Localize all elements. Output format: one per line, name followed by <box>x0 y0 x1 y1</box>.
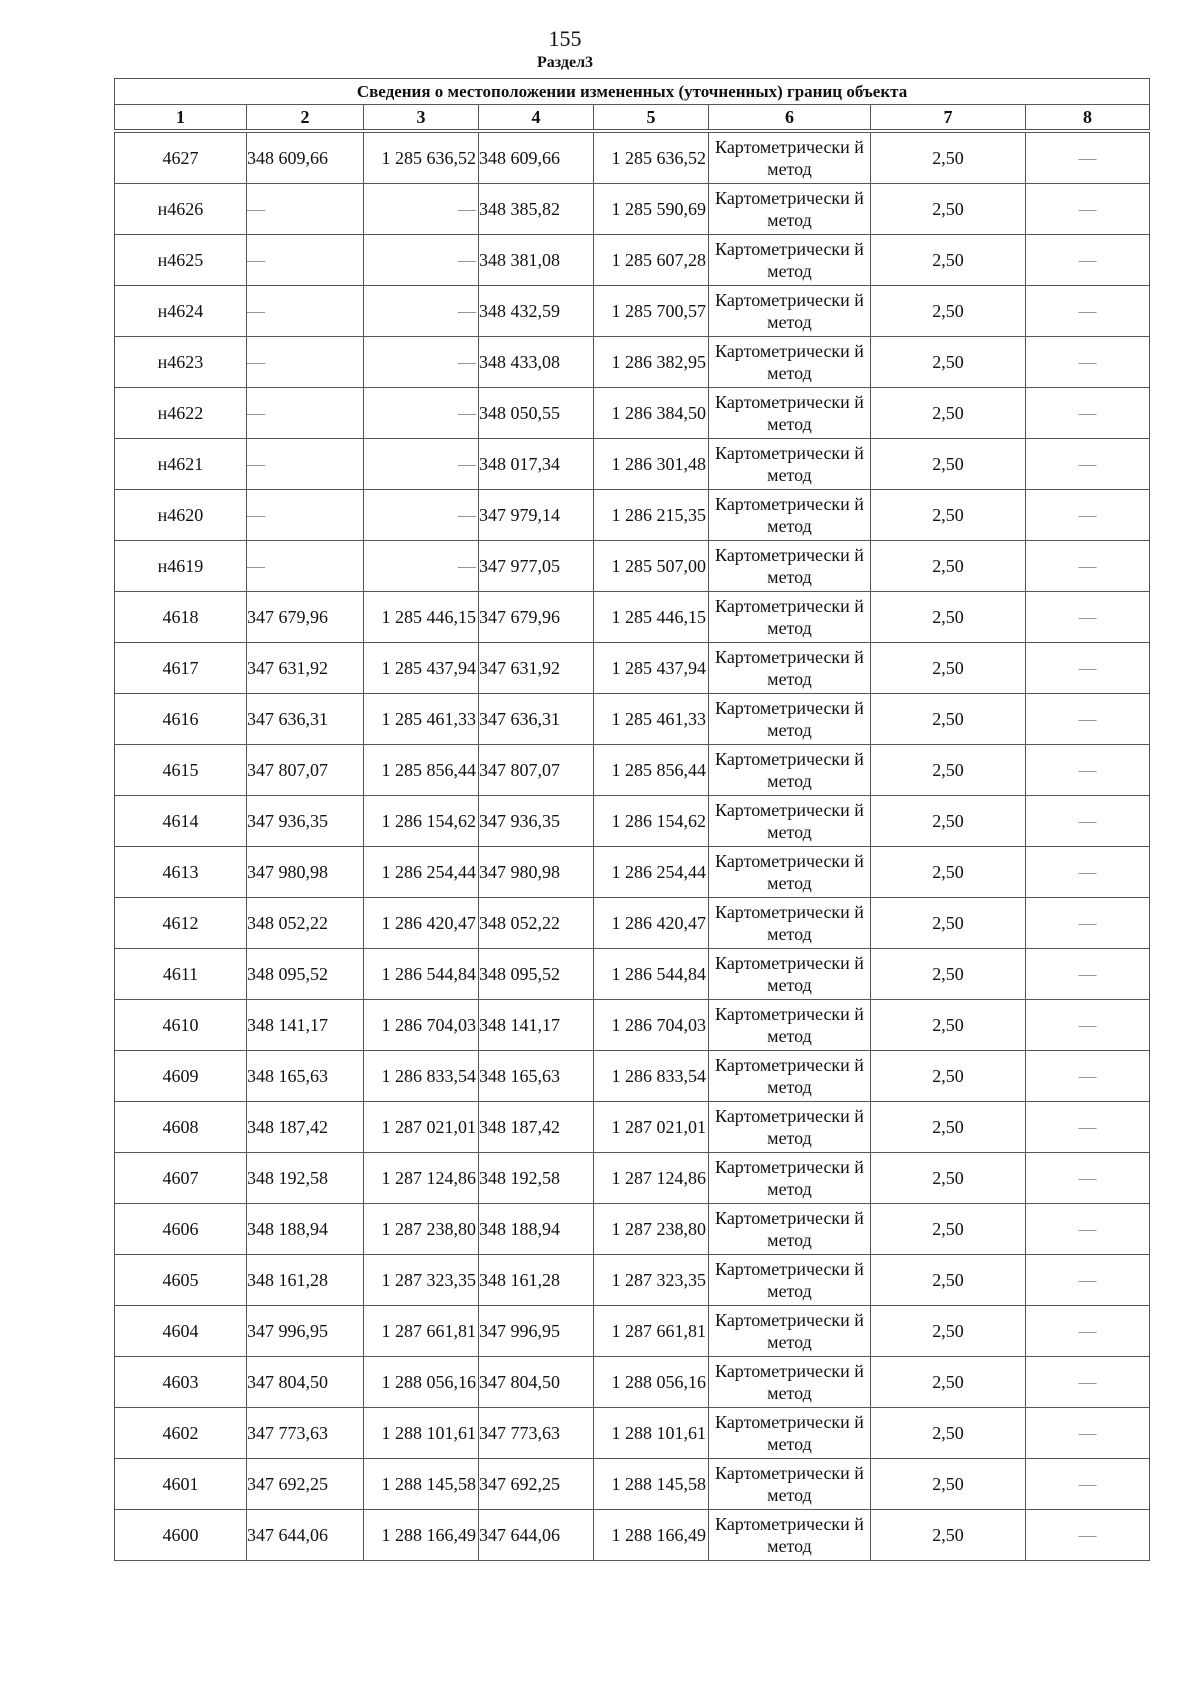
accuracy-cell: 2,50 <box>871 439 1026 490</box>
old-x-cell: 347 644,06 <box>247 1510 364 1561</box>
new-x-cell: 347 996,95 <box>479 1306 594 1357</box>
point-number-cell: н4624 <box>115 286 247 337</box>
column-number: 6 <box>709 105 871 130</box>
page-number: 155 <box>548 26 582 51</box>
old-x-cell: 347 692,25 <box>247 1459 364 1510</box>
note-cell: — <box>1026 1255 1150 1306</box>
note-cell: — <box>1026 694 1150 745</box>
new-x-cell: 348 433,08 <box>479 337 594 388</box>
old-x-cell: — <box>247 490 364 541</box>
note-cell: — <box>1026 235 1150 286</box>
point-number-cell: 4601 <box>115 1459 247 1510</box>
note-cell: — <box>1026 133 1150 184</box>
method-cell: Картометрически й метод <box>709 1306 871 1357</box>
table-row <box>115 235 1150 286</box>
method-cell: Картометрически й метод <box>709 643 871 694</box>
accuracy-cell: 2,50 <box>871 1255 1026 1306</box>
accuracy-cell: 2,50 <box>871 1000 1026 1051</box>
accuracy-cell: 2,50 <box>871 286 1026 337</box>
point-number-cell: н4625 <box>115 235 247 286</box>
note-cell: — <box>1026 388 1150 439</box>
new-y-cell: 1 288 056,16 <box>594 1357 709 1408</box>
point-number-cell: 4600 <box>115 1510 247 1561</box>
column-numbers-row <box>115 105 1150 130</box>
table-row <box>115 439 1150 490</box>
old-y-cell: 1 288 101,61 <box>364 1408 479 1459</box>
table-row <box>115 796 1150 847</box>
method-cell: Картометрически й метод <box>709 439 871 490</box>
accuracy-cell: 2,50 <box>871 949 1026 1000</box>
accuracy-cell: 2,50 <box>871 1357 1026 1408</box>
table-row <box>115 643 1150 694</box>
note-cell: — <box>1026 1204 1150 1255</box>
old-y-cell: 1 285 437,94 <box>364 643 479 694</box>
note-cell: — <box>1026 643 1150 694</box>
point-number-cell: 4604 <box>115 1306 247 1357</box>
point-number-cell: 4605 <box>115 1255 247 1306</box>
old-x-cell: — <box>247 439 364 490</box>
accuracy-cell: 2,50 <box>871 694 1026 745</box>
method-cell: Картометрически й метод <box>709 337 871 388</box>
accuracy-cell: 2,50 <box>871 184 1026 235</box>
old-x-cell: 348 192,58 <box>247 1153 364 1204</box>
old-y-cell: 1 285 636,52 <box>364 133 479 184</box>
old-y-cell: 1 287 021,01 <box>364 1102 479 1153</box>
point-number-cell: н4620 <box>115 490 247 541</box>
new-x-cell: 348 188,94 <box>479 1204 594 1255</box>
new-y-cell: 1 286 420,47 <box>594 898 709 949</box>
method-cell: Картометрически й метод <box>709 949 871 1000</box>
new-x-cell: 347 692,25 <box>479 1459 594 1510</box>
new-y-cell: 1 287 238,80 <box>594 1204 709 1255</box>
table-row <box>115 184 1150 235</box>
new-y-cell: 1 287 124,86 <box>594 1153 709 1204</box>
old-y-cell: — <box>364 235 479 286</box>
method-cell: Картометрически й метод <box>709 133 871 184</box>
old-x-cell: — <box>247 184 364 235</box>
table-row <box>115 1357 1150 1408</box>
method-cell: Картометрически й метод <box>709 286 871 337</box>
point-number-cell: 4608 <box>115 1102 247 1153</box>
table-row <box>115 1000 1150 1051</box>
new-x-cell: 348 161,28 <box>479 1255 594 1306</box>
table-row <box>115 949 1150 1000</box>
note-cell: — <box>1026 337 1150 388</box>
new-x-cell: 347 773,63 <box>479 1408 594 1459</box>
new-x-cell: 348 141,17 <box>479 1000 594 1051</box>
note-cell: — <box>1026 286 1150 337</box>
coordinates-table <box>114 78 1150 1561</box>
old-x-cell: 348 187,42 <box>247 1102 364 1153</box>
method-cell: Картометрически й метод <box>709 541 871 592</box>
column-number: 3 <box>364 105 479 130</box>
accuracy-cell: 2,50 <box>871 745 1026 796</box>
method-cell: Картометрически й метод <box>709 1000 871 1051</box>
method-cell: Картометрически й метод <box>709 1102 871 1153</box>
new-x-cell: 348 609,66 <box>479 133 594 184</box>
point-number-cell: 4603 <box>115 1357 247 1408</box>
old-x-cell: — <box>247 541 364 592</box>
old-y-cell: 1 286 833,54 <box>364 1051 479 1102</box>
old-y-cell: 1 288 166,49 <box>364 1510 479 1561</box>
new-y-cell: 1 285 636,52 <box>594 133 709 184</box>
accuracy-cell: 2,50 <box>871 1408 1026 1459</box>
accuracy-cell: 2,50 <box>871 1102 1026 1153</box>
old-y-cell: — <box>364 541 479 592</box>
old-x-cell: — <box>247 286 364 337</box>
point-number-cell: 4611 <box>115 949 247 1000</box>
old-y-cell: 1 287 661,81 <box>364 1306 479 1357</box>
new-y-cell: 1 285 700,57 <box>594 286 709 337</box>
note-cell: — <box>1026 1459 1150 1510</box>
note-cell: — <box>1026 439 1150 490</box>
new-x-cell: 348 095,52 <box>479 949 594 1000</box>
new-y-cell: 1 285 856,44 <box>594 745 709 796</box>
point-number-cell: 4607 <box>115 1153 247 1204</box>
new-x-cell: 347 807,07 <box>479 745 594 796</box>
old-x-cell: — <box>247 337 364 388</box>
old-y-cell: — <box>364 439 479 490</box>
new-y-cell: 1 288 145,58 <box>594 1459 709 1510</box>
old-y-cell: 1 286 420,47 <box>364 898 479 949</box>
old-y-cell: — <box>364 490 479 541</box>
note-cell: — <box>1026 1306 1150 1357</box>
table-body <box>115 133 1150 1561</box>
accuracy-cell: 2,50 <box>871 1459 1026 1510</box>
old-y-cell: 1 285 461,33 <box>364 694 479 745</box>
new-x-cell: 348 381,08 <box>479 235 594 286</box>
point-number-cell: 4618 <box>115 592 247 643</box>
new-x-cell: 348 052,22 <box>479 898 594 949</box>
old-x-cell: 347 996,95 <box>247 1306 364 1357</box>
new-x-cell: 347 636,31 <box>479 694 594 745</box>
point-number-cell: 4616 <box>115 694 247 745</box>
note-cell: — <box>1026 847 1150 898</box>
new-x-cell: 348 187,42 <box>479 1102 594 1153</box>
note-cell: — <box>1026 949 1150 1000</box>
accuracy-cell: 2,50 <box>871 898 1026 949</box>
method-cell: Картометрически й метод <box>709 1204 871 1255</box>
method-cell: Картометрически й метод <box>709 745 871 796</box>
point-number-cell: 4613 <box>115 847 247 898</box>
old-y-cell: 1 288 056,16 <box>364 1357 479 1408</box>
new-x-cell: 347 979,14 <box>479 490 594 541</box>
table-row <box>115 694 1150 745</box>
table-row <box>115 847 1150 898</box>
table-row <box>115 1510 1150 1561</box>
old-y-cell: — <box>364 184 479 235</box>
old-y-cell: 1 287 238,80 <box>364 1204 479 1255</box>
new-y-cell: 1 288 166,49 <box>594 1510 709 1561</box>
method-cell: Картометрически й метод <box>709 1153 871 1204</box>
accuracy-cell: 2,50 <box>871 133 1026 184</box>
old-x-cell: 347 631,92 <box>247 643 364 694</box>
new-y-cell: 1 285 607,28 <box>594 235 709 286</box>
old-x-cell: 347 936,35 <box>247 796 364 847</box>
old-x-cell: 347 980,98 <box>247 847 364 898</box>
old-y-cell: — <box>364 286 479 337</box>
note-cell: — <box>1026 1357 1150 1408</box>
accuracy-cell: 2,50 <box>871 643 1026 694</box>
note-cell: — <box>1026 898 1150 949</box>
table-row <box>115 337 1150 388</box>
note-cell: — <box>1026 1102 1150 1153</box>
table-row <box>115 1102 1150 1153</box>
note-cell: — <box>1026 1408 1150 1459</box>
accuracy-cell: 2,50 <box>871 1204 1026 1255</box>
table-caption: Сведения о местоположении измененных (уточненных) границ объекта <box>115 79 1150 105</box>
new-y-cell: 1 286 301,48 <box>594 439 709 490</box>
point-number-cell: 4606 <box>115 1204 247 1255</box>
method-cell: Картометрически й метод <box>709 1255 871 1306</box>
old-x-cell: 348 188,94 <box>247 1204 364 1255</box>
accuracy-cell: 2,50 <box>871 235 1026 286</box>
accuracy-cell: 2,50 <box>871 592 1026 643</box>
table-row <box>115 1153 1150 1204</box>
table-row <box>115 1204 1150 1255</box>
table-row <box>115 1255 1150 1306</box>
new-x-cell: 347 980,98 <box>479 847 594 898</box>
accuracy-cell: 2,50 <box>871 541 1026 592</box>
table-row <box>115 1306 1150 1357</box>
new-x-cell: 347 936,35 <box>479 796 594 847</box>
method-cell: Картометрически й метод <box>709 898 871 949</box>
old-x-cell: 348 141,17 <box>247 1000 364 1051</box>
new-y-cell: 1 285 461,33 <box>594 694 709 745</box>
table-row <box>115 1459 1150 1510</box>
old-y-cell: 1 287 124,86 <box>364 1153 479 1204</box>
old-y-cell: 1 286 704,03 <box>364 1000 479 1051</box>
method-cell: Картометрически й метод <box>709 490 871 541</box>
accuracy-cell: 2,50 <box>871 796 1026 847</box>
old-y-cell: 1 285 446,15 <box>364 592 479 643</box>
table-row <box>115 541 1150 592</box>
new-y-cell: 1 285 590,69 <box>594 184 709 235</box>
new-x-cell: 348 192,58 <box>479 1153 594 1204</box>
new-x-cell: 347 804,50 <box>479 1357 594 1408</box>
old-x-cell: 348 052,22 <box>247 898 364 949</box>
point-number-cell: 4609 <box>115 1051 247 1102</box>
point-number-cell: н4622 <box>115 388 247 439</box>
column-number: 5 <box>594 105 709 130</box>
new-y-cell: 1 287 323,35 <box>594 1255 709 1306</box>
new-y-cell: 1 286 254,44 <box>594 847 709 898</box>
accuracy-cell: 2,50 <box>871 1306 1026 1357</box>
old-x-cell: — <box>247 388 364 439</box>
new-y-cell: 1 286 704,03 <box>594 1000 709 1051</box>
method-cell: Картометрически й метод <box>709 1051 871 1102</box>
table-row <box>115 286 1150 337</box>
note-cell: — <box>1026 1153 1150 1204</box>
table-row <box>115 592 1150 643</box>
point-number-cell: н4623 <box>115 337 247 388</box>
accuracy-cell: 2,50 <box>871 1510 1026 1561</box>
point-number-cell: 4615 <box>115 745 247 796</box>
accuracy-cell: 2,50 <box>871 490 1026 541</box>
old-y-cell: — <box>364 337 479 388</box>
table-row <box>115 745 1150 796</box>
point-number-cell: н4621 <box>115 439 247 490</box>
accuracy-cell: 2,50 <box>871 847 1026 898</box>
new-x-cell: 347 644,06 <box>479 1510 594 1561</box>
new-y-cell: 1 288 101,61 <box>594 1408 709 1459</box>
old-y-cell: 1 286 254,44 <box>364 847 479 898</box>
table-row <box>115 388 1150 439</box>
point-number-cell: н4619 <box>115 541 247 592</box>
accuracy-cell: 2,50 <box>871 337 1026 388</box>
new-x-cell: 347 631,92 <box>479 643 594 694</box>
old-x-cell: — <box>247 235 364 286</box>
method-cell: Картометрически й метод <box>709 592 871 643</box>
note-cell: — <box>1026 184 1150 235</box>
new-x-cell: 347 977,05 <box>479 541 594 592</box>
new-y-cell: 1 286 384,50 <box>594 388 709 439</box>
old-y-cell: 1 287 323,35 <box>364 1255 479 1306</box>
old-x-cell: 347 804,50 <box>247 1357 364 1408</box>
table-row <box>115 1051 1150 1102</box>
new-y-cell: 1 285 437,94 <box>594 643 709 694</box>
note-cell: — <box>1026 490 1150 541</box>
method-cell: Картометрически й метод <box>709 1408 871 1459</box>
point-number-cell: 4610 <box>115 1000 247 1051</box>
column-number: 8 <box>1026 105 1150 130</box>
accuracy-cell: 2,50 <box>871 388 1026 439</box>
note-cell: — <box>1026 1051 1150 1102</box>
new-x-cell: 348 385,82 <box>479 184 594 235</box>
new-y-cell: 1 287 661,81 <box>594 1306 709 1357</box>
method-cell: Картометрически й метод <box>709 1510 871 1561</box>
new-x-cell: 348 050,55 <box>479 388 594 439</box>
old-y-cell: 1 286 544,84 <box>364 949 479 1000</box>
method-cell: Картометрически й метод <box>709 388 871 439</box>
old-y-cell: 1 285 856,44 <box>364 745 479 796</box>
new-x-cell: 347 679,96 <box>479 592 594 643</box>
point-number-cell: 4612 <box>115 898 247 949</box>
new-y-cell: 1 286 833,54 <box>594 1051 709 1102</box>
old-x-cell: 347 807,07 <box>247 745 364 796</box>
method-cell: Картометрически й метод <box>709 1357 871 1408</box>
note-cell: — <box>1026 1000 1150 1051</box>
note-cell: — <box>1026 592 1150 643</box>
new-y-cell: 1 285 507,00 <box>594 541 709 592</box>
new-y-cell: 1 286 544,84 <box>594 949 709 1000</box>
old-y-cell: 1 286 154,62 <box>364 796 479 847</box>
new-y-cell: 1 285 446,15 <box>594 592 709 643</box>
column-number: 1 <box>115 105 247 130</box>
point-number-cell: н4626 <box>115 184 247 235</box>
table-row <box>115 898 1150 949</box>
old-y-cell: 1 288 145,58 <box>364 1459 479 1510</box>
table-row <box>115 133 1150 184</box>
new-y-cell: 1 286 154,62 <box>594 796 709 847</box>
point-number-cell: 4614 <box>115 796 247 847</box>
new-y-cell: 1 287 021,01 <box>594 1102 709 1153</box>
method-cell: Картометрически й метод <box>709 235 871 286</box>
column-number: 7 <box>871 105 1026 130</box>
accuracy-cell: 2,50 <box>871 1153 1026 1204</box>
point-number-cell: 4602 <box>115 1408 247 1459</box>
new-x-cell: 348 432,59 <box>479 286 594 337</box>
method-cell: Картометрически й метод <box>709 1459 871 1510</box>
new-x-cell: 348 165,63 <box>479 1051 594 1102</box>
note-cell: — <box>1026 796 1150 847</box>
old-x-cell: 347 636,31 <box>247 694 364 745</box>
old-x-cell: 348 095,52 <box>247 949 364 1000</box>
old-x-cell: 348 161,28 <box>247 1255 364 1306</box>
point-number-cell: 4617 <box>115 643 247 694</box>
old-x-cell: 348 609,66 <box>247 133 364 184</box>
note-cell: — <box>1026 1510 1150 1561</box>
new-y-cell: 1 286 382,95 <box>594 337 709 388</box>
old-x-cell: 348 165,63 <box>247 1051 364 1102</box>
method-cell: Картометрически й метод <box>709 184 871 235</box>
note-cell: — <box>1026 745 1150 796</box>
accuracy-cell: 2,50 <box>871 1051 1026 1102</box>
table-row <box>115 490 1150 541</box>
column-number: 4 <box>479 105 594 130</box>
section-title: Раздел3 <box>536 54 594 71</box>
new-x-cell: 348 017,34 <box>479 439 594 490</box>
method-cell: Картометрически й метод <box>709 694 871 745</box>
column-number: 2 <box>247 105 364 130</box>
new-y-cell: 1 286 215,35 <box>594 490 709 541</box>
old-x-cell: 347 773,63 <box>247 1408 364 1459</box>
old-x-cell: 347 679,96 <box>247 592 364 643</box>
table-row <box>115 1408 1150 1459</box>
point-number-cell: 4627 <box>115 133 247 184</box>
old-y-cell: — <box>364 388 479 439</box>
method-cell: Картометрически й метод <box>709 847 871 898</box>
method-cell: Картометрически й метод <box>709 796 871 847</box>
note-cell: — <box>1026 541 1150 592</box>
